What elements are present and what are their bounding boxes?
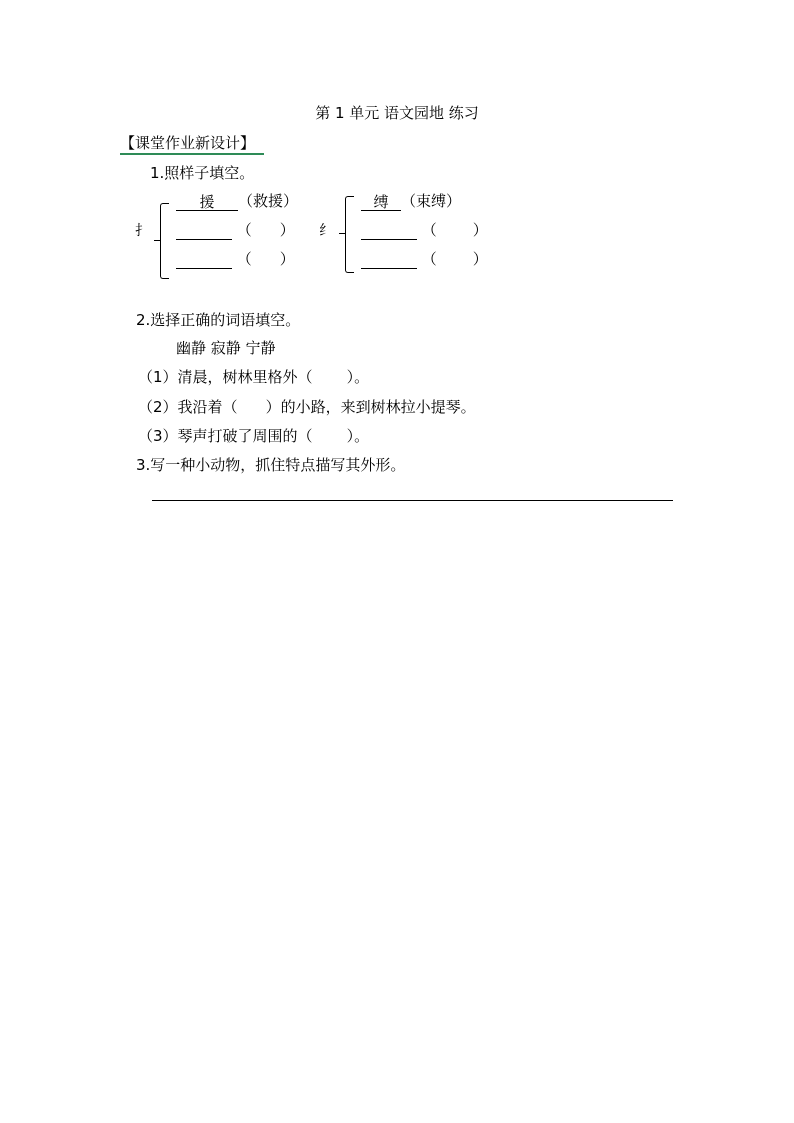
q2-item-3-before: 琴声打破了周围的（ (177, 427, 313, 445)
q1-left-brace-tip (154, 240, 160, 241)
q1-right-row-2-paren-close: ） (472, 250, 488, 268)
q1-left-brace (160, 203, 169, 279)
q1-left-row-2-paren-close: ） (279, 250, 295, 268)
q2-item-1-after: ）。 (346, 368, 370, 386)
q1-left-example-char: 援 (176, 194, 238, 211)
q1-right-row-1-blank[interactable] (361, 223, 417, 240)
q1-right-brace-tip (339, 233, 345, 234)
q1-left-row-2-paren-open: （ (236, 250, 252, 268)
q3-prompt: 3.写一种小动物，抓住特点描写其外形。 (136, 456, 406, 474)
q2-item-2-before: 我沿着（ (177, 398, 238, 416)
q1-right-brace (345, 196, 354, 273)
q1-right-example (361, 191, 461, 211)
q2-item-3 (138, 426, 369, 446)
page-title: 第 1 单元 语文园地 练习 (315, 104, 479, 122)
q2-options: 幽静 寂静 宁静 (176, 339, 276, 357)
q1-right-radical: 纟 (319, 223, 333, 239)
q2-item-1-num: （1） (138, 368, 178, 386)
q1-left-row-1-paren-open: （ (236, 221, 252, 239)
q1-right-row-1 (361, 220, 488, 240)
q1-right-example-word: （束缚） (401, 192, 462, 210)
q2-item-1 (138, 367, 369, 387)
q1-right-row-1-paren-open: （ (421, 221, 437, 239)
q2-item-3-num: （3） (138, 427, 178, 445)
q2-item-2-num: （2） (138, 398, 178, 416)
q2-item-1-before: 清晨，树林里格外（ (177, 368, 313, 386)
q1-prompt: 1.照样子填空。 (150, 164, 255, 182)
q1-left-radical: 扌 (135, 223, 149, 239)
q1-left-row-2-blank[interactable] (176, 252, 232, 269)
q1-right-row-2-paren-open: （ (421, 250, 437, 268)
q1-right-row-2-blank[interactable] (361, 252, 417, 269)
q1-left-example (176, 191, 298, 211)
section-heading: 【课堂作业新设计】 (120, 134, 256, 152)
q2-item-2 (138, 397, 476, 417)
q1-left-row-1 (176, 220, 295, 240)
q1-right-example-char: 缚 (361, 194, 401, 211)
q1-right-row-2 (361, 249, 488, 269)
q2-item-3-after: ）。 (346, 427, 370, 445)
section-underline (120, 153, 264, 155)
q1-right-row-1-paren-close: ） (472, 221, 488, 239)
q1-left-row-2 (176, 249, 295, 269)
q3-answer-line[interactable] (152, 500, 673, 501)
q1-left-row-1-paren-close: ） (279, 221, 295, 239)
q1-left-example-word: （救援） (238, 192, 299, 210)
q2-item-2-after: ）的小路，来到树林拉小提琴。 (265, 398, 476, 416)
q2-prompt: 2.选择正确的词语填空。 (136, 311, 301, 329)
q1-left-row-1-blank[interactable] (176, 223, 232, 240)
